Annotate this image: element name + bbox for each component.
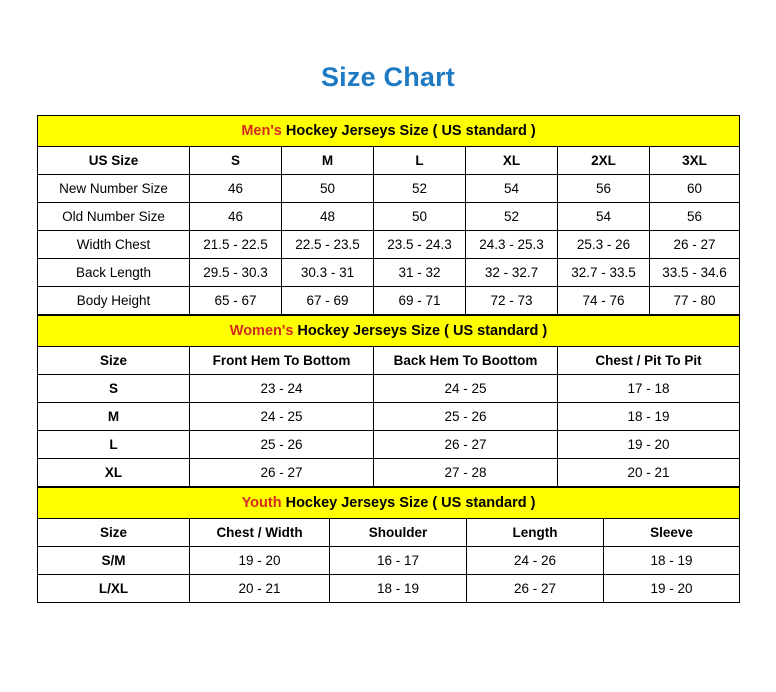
table-cell: 25 - 26 xyxy=(190,431,374,459)
table-cell: 56 xyxy=(650,203,740,231)
row-label: Body Height xyxy=(38,287,190,315)
table-cell: 54 xyxy=(466,175,558,203)
youth-header-cell: Sleeve xyxy=(604,519,740,547)
table-cell: 60 xyxy=(650,175,740,203)
table-cell: 19 - 20 xyxy=(558,431,740,459)
table-cell: 17 - 18 xyxy=(558,375,740,403)
womens-banner-accent: Women's xyxy=(229,323,294,339)
table-row xyxy=(38,547,740,575)
table-cell: 24 - 25 xyxy=(374,375,558,403)
row-label: Old Number Size xyxy=(38,203,190,231)
table-cell: 32 - 32.7 xyxy=(466,259,558,287)
table-cell: 67 - 69 xyxy=(282,287,374,315)
row-label: L/XL xyxy=(38,575,190,603)
youth-size-table xyxy=(37,487,740,603)
table-row xyxy=(38,175,740,203)
table-cell: 22.5 - 23.5 xyxy=(282,231,374,259)
mens-header-row xyxy=(38,147,740,175)
table-cell: 24.3 - 25.3 xyxy=(466,231,558,259)
womens-header-cell: Front Hem To Bottom xyxy=(190,347,374,375)
table-cell: 26 - 27 xyxy=(650,231,740,259)
table-row xyxy=(38,575,740,603)
table-row xyxy=(38,431,740,459)
youth-banner-accent: Youth xyxy=(241,495,282,511)
table-cell: 26 - 27 xyxy=(467,575,604,603)
womens-header-cell: Size xyxy=(38,347,190,375)
table-cell: 74 - 76 xyxy=(558,287,650,315)
youth-banner xyxy=(38,488,740,519)
page-title: Size Chart xyxy=(320,62,456,92)
table-cell: 24 - 26 xyxy=(467,547,604,575)
table-cell: 18 - 19 xyxy=(558,403,740,431)
table-cell: 46 xyxy=(190,175,282,203)
table-cell: 26 - 27 xyxy=(374,431,558,459)
mens-header-cell: XL xyxy=(466,147,558,175)
table-cell: 19 - 20 xyxy=(604,575,740,603)
youth-header-cell: Length xyxy=(467,519,604,547)
row-label: S/M xyxy=(38,547,190,575)
womens-header-cell: Back Hem To Boottom xyxy=(374,347,558,375)
mens-header-cell: S xyxy=(190,147,282,175)
table-cell: 18 - 19 xyxy=(604,547,740,575)
table-row xyxy=(38,203,740,231)
table-cell: 21.5 - 22.5 xyxy=(190,231,282,259)
womens-banner-row xyxy=(38,316,740,347)
table-cell: 77 - 80 xyxy=(650,287,740,315)
table-cell: 23.5 - 24.3 xyxy=(374,231,466,259)
youth-header-cell: Chest / Width xyxy=(190,519,330,547)
table-row xyxy=(38,375,740,403)
mens-header-cell: 2XL xyxy=(558,147,650,175)
row-label: M xyxy=(38,403,190,431)
table-row xyxy=(38,287,740,315)
table-cell: 33.5 - 34.6 xyxy=(650,259,740,287)
row-label: L xyxy=(38,431,190,459)
mens-header-cell: M xyxy=(282,147,374,175)
mens-banner-row xyxy=(38,116,740,147)
youth-banner-rest: Hockey Jerseys Size ( US standard ) xyxy=(281,495,536,511)
womens-size-table xyxy=(37,315,740,487)
table-cell: 52 xyxy=(374,175,466,203)
table-row xyxy=(38,403,740,431)
row-label: New Number Size xyxy=(38,175,190,203)
table-cell: 69 - 71 xyxy=(374,287,466,315)
table-cell: 46 xyxy=(190,203,282,231)
mens-header-cell: US Size xyxy=(38,147,190,175)
mens-banner-rest: Hockey Jerseys Size ( US standard ) xyxy=(281,123,536,139)
table-row xyxy=(38,459,740,487)
table-cell: 20 - 21 xyxy=(190,575,330,603)
table-cell: 26 - 27 xyxy=(190,459,374,487)
mens-banner-accent: Men's xyxy=(241,123,282,139)
mens-size-table xyxy=(37,115,740,315)
table-cell: 52 xyxy=(466,203,558,231)
table-cell: 56 xyxy=(558,175,650,203)
row-label: S xyxy=(38,375,190,403)
table-cell: 25 - 26 xyxy=(374,403,558,431)
table-cell: 24 - 25 xyxy=(190,403,374,431)
table-cell: 16 - 17 xyxy=(330,547,467,575)
table-cell: 31 - 32 xyxy=(374,259,466,287)
table-cell: 54 xyxy=(558,203,650,231)
table-cell: 29.5 - 30.3 xyxy=(190,259,282,287)
table-cell: 30.3 - 31 xyxy=(282,259,374,287)
table-cell: 50 xyxy=(282,175,374,203)
row-label: Width Chest xyxy=(38,231,190,259)
youth-header-cell: Size xyxy=(38,519,190,547)
table-cell: 50 xyxy=(374,203,466,231)
row-label: XL xyxy=(38,459,190,487)
row-label: Back Length xyxy=(38,259,190,287)
table-cell: 27 - 28 xyxy=(374,459,558,487)
womens-banner-rest: Hockey Jerseys Size ( US standard ) xyxy=(293,323,548,339)
womens-header-cell: Chest / Pit To Pit xyxy=(558,347,740,375)
mens-header-cell: 3XL xyxy=(650,147,740,175)
table-cell: 19 - 20 xyxy=(190,547,330,575)
table-cell: 72 - 73 xyxy=(466,287,558,315)
table-cell: 18 - 19 xyxy=(330,575,467,603)
tables-container xyxy=(37,115,739,603)
table-cell: 20 - 21 xyxy=(558,459,740,487)
womens-banner xyxy=(38,316,740,347)
table-cell: 32.7 - 33.5 xyxy=(558,259,650,287)
mens-header-cell: L xyxy=(374,147,466,175)
youth-banner-row xyxy=(38,488,740,519)
table-cell: 23 - 24 xyxy=(190,375,374,403)
table-cell: 25.3 - 26 xyxy=(558,231,650,259)
table-row xyxy=(38,259,740,287)
table-cell: 48 xyxy=(282,203,374,231)
table-row xyxy=(38,231,740,259)
youth-header-row xyxy=(38,519,740,547)
table-cell: 65 - 67 xyxy=(190,287,282,315)
womens-header-row xyxy=(38,347,740,375)
youth-header-cell: Shoulder xyxy=(330,519,467,547)
mens-banner xyxy=(38,116,740,147)
